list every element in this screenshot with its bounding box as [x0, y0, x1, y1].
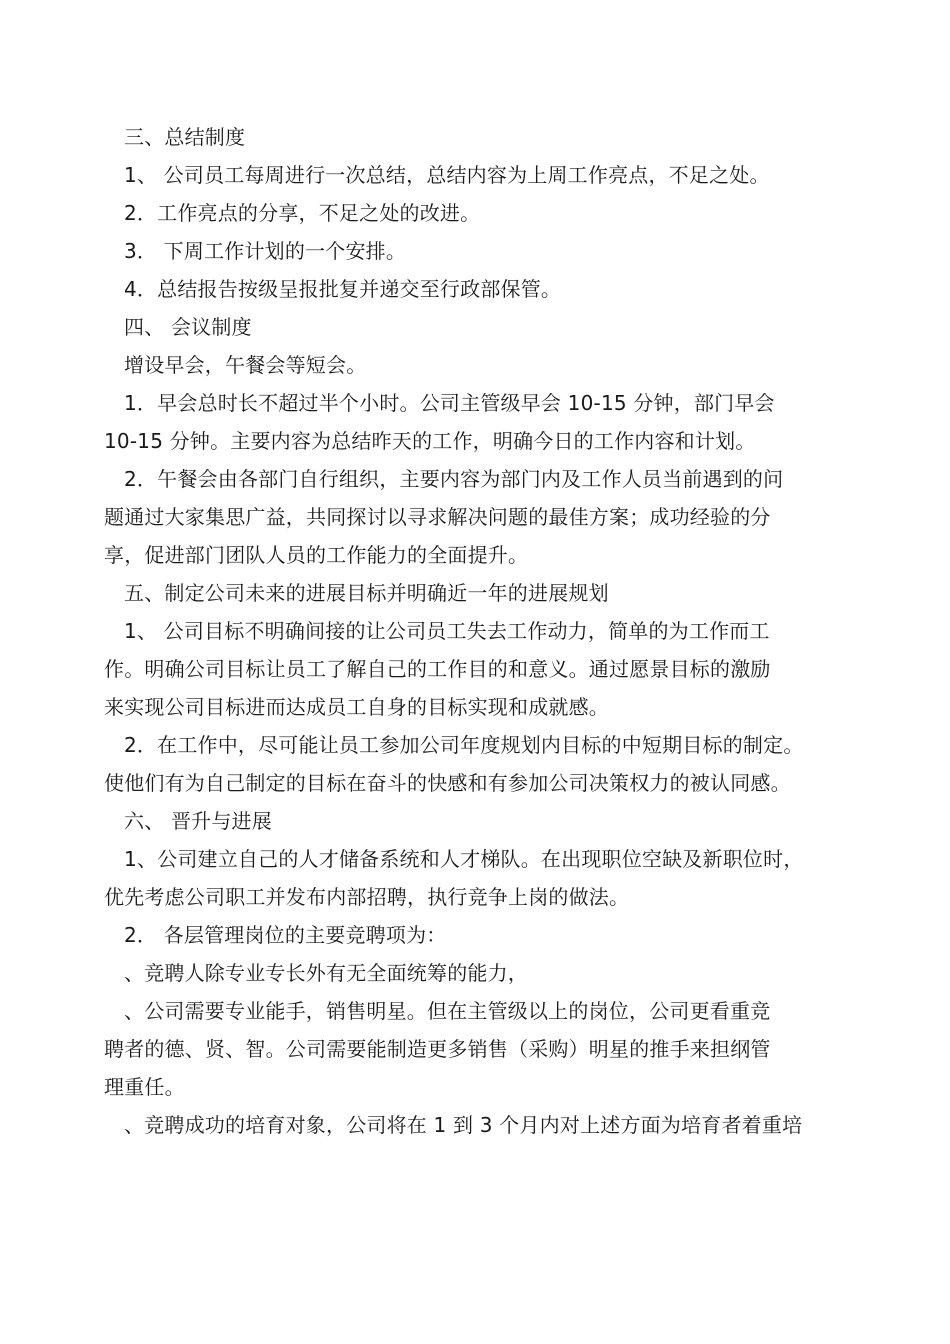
- paragraph-line: 作。明确公司目标让员工了解自己的工作目的和意义。通过愿景目标的激励: [104, 657, 771, 681]
- paragraph-line: 、竞聘成功的培育对象，公司将在 1 到 3 个月内对上述方面为培育者着重培: [124, 1113, 803, 1137]
- paragraph-line: 1、 公司目标不明确间接的让公司员工失去工作动力，简单的为工作而工: [124, 619, 770, 643]
- document-body: [104, 118, 864, 1144]
- section-heading-promotion: 六、 晋升与进展: [124, 809, 272, 833]
- paragraph-line: 2．午餐会由各部门自行组织，主要内容为部门内及工作人员当前遇到的问: [124, 467, 784, 491]
- paragraph-line: 、竞聘人除专业专长外有无全面统筹的能力，: [124, 961, 528, 985]
- paragraph-line: 来实现公司目标进而达成员工自身的目标实现和成就感。: [104, 695, 609, 719]
- paragraph-line: 1、公司建立自己的人才储备系统和人才梯队。在出现职位空缺及新职位时，: [124, 847, 804, 871]
- paragraph-line: 题通过大家集思广益，共同探讨以寻求解决问题的最佳方案；成功经验的分: [104, 505, 771, 529]
- paragraph-line: 4．总结报告按级呈报批复并递交至行政部保管。: [124, 277, 562, 301]
- paragraph-line: 2．工作亮点的分享，不足之处的改进。: [124, 201, 481, 225]
- paragraph-line: 2．在工作中，尽可能让员工参加公司年度规划内目标的中短期目标的制定。: [124, 733, 804, 757]
- paragraph-line: 使他们有为自己制定的目标在奋斗的快感和有参加公司决策权力的被认同感。: [104, 771, 791, 795]
- paragraph-line: 2． 各层管理岗位的主要竞聘项为：: [124, 923, 447, 947]
- section-heading-goals: 五、制定公司未来的进展目标并明确近一年的进展规划: [124, 581, 609, 605]
- paragraph-line: 聘者的德、贤、智。公司需要能制造更多销售（采购）明星的推手来担纲管: [104, 1037, 771, 1061]
- paragraph-line: 1、 公司员工每周进行一次总结，总结内容为上周工作亮点，不足之处。: [124, 163, 770, 187]
- paragraph-line: 享，促进部门团队人员的工作能力的全面提升。: [104, 543, 529, 567]
- paragraph-line: 优先考虑公司职工并发布内部招聘，执行竞争上岗的做法。: [104, 885, 630, 909]
- paragraph-line: 、公司需要专业能手，销售明星。但在主管级以上的岗位，公司更看重竞: [124, 999, 771, 1023]
- section-heading-summary: 三、总结制度: [124, 125, 246, 149]
- paragraph-line: 理重任。: [104, 1075, 185, 1099]
- paragraph-line: 3． 下周工作计划的一个安排。: [124, 239, 407, 263]
- paragraph-line: 增设早会，午餐会等短会。: [124, 353, 367, 377]
- paragraph-line: 1．早会总时长不超过半个小时。公司主管级早会 10-15 分钟，部门早会: [124, 391, 775, 415]
- section-heading-meeting: 四、 会议制度: [124, 315, 252, 339]
- paragraph-line: 10-15 分钟。主要内容为总结昨天的工作，明确今日的工作内容和计划。: [104, 429, 756, 453]
